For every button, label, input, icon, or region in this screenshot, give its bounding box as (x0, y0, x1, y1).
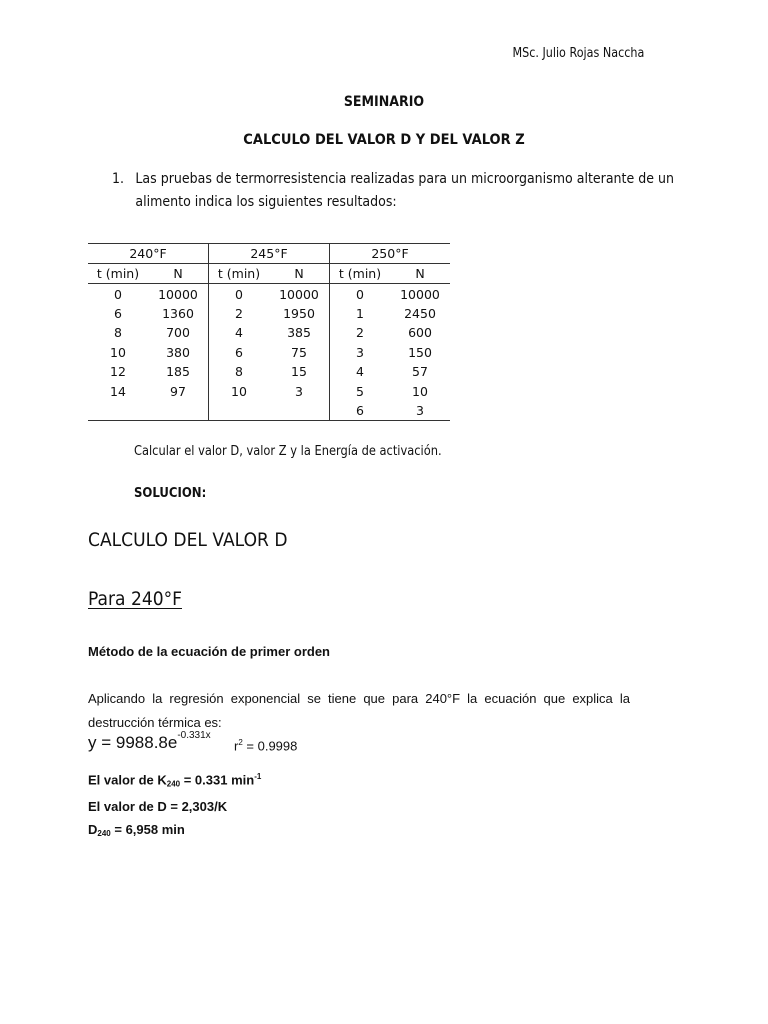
table-row (88, 401, 450, 421)
table-cell: 10 (412, 383, 428, 399)
table-cell: 57 (412, 364, 428, 380)
column-header-time: t (min) (88, 264, 148, 284)
subsection-title: Para 240°F (88, 588, 182, 610)
table-cell: 1950 (283, 305, 315, 321)
regression-paragraph: Aplicando la regresión exponencial se tiene que para 240°F la ecuación que explica la destrucción térmica es: (88, 691, 630, 730)
table-row (88, 323, 450, 342)
table-cell: 3 (295, 383, 303, 399)
column-header-n: N (148, 264, 209, 284)
d-value: = 6,958 min (110, 822, 185, 838)
table-row (88, 362, 450, 381)
k-label: El valor de K (88, 772, 167, 788)
results-block (88, 765, 261, 845)
r-squared-value: = 0.9998 (242, 738, 298, 754)
table-cell: 2 (209, 304, 270, 323)
method-title: Método de la ecuación de primer orden (88, 644, 330, 659)
table-cell: 5 (330, 381, 391, 400)
table-cell (148, 401, 209, 421)
temperature-header: 250°F (330, 244, 451, 264)
table-cell (209, 401, 270, 421)
table-row (88, 343, 450, 362)
k-unit-sup: -1 (254, 772, 262, 781)
column-header-time: t (min) (330, 264, 391, 284)
table-cell: 0 (114, 286, 122, 302)
problem-number: 1. (112, 171, 125, 187)
equation-lhs: y = 9988.8e (88, 733, 178, 752)
table-cell: 2450 (404, 305, 436, 321)
column-header-n: N (269, 264, 330, 284)
column-header-time: t (min) (209, 264, 270, 284)
table-cell: 700 (166, 325, 190, 341)
d-value-line (88, 818, 261, 845)
table-cell: 8 (114, 325, 122, 341)
r-squared-label: r (234, 738, 239, 754)
table-cell: 10000 (279, 286, 319, 302)
r-squared (234, 738, 297, 753)
table-cell: 8 (209, 362, 270, 381)
table-cell: 600 (408, 325, 432, 341)
k-value-line (88, 765, 261, 795)
table-cell: 185 (166, 364, 190, 380)
table-row (88, 381, 450, 400)
k-subscript: 240 (166, 779, 181, 789)
table-cell (269, 401, 330, 421)
table-cell: 380 (166, 344, 190, 360)
table-cell: 1 (330, 304, 391, 323)
k-value: = 0.331 min (180, 772, 255, 788)
equation-exponent: -0.331x (177, 730, 211, 741)
d-label: D (88, 822, 98, 838)
solution-label: SOLUCION: (134, 486, 207, 501)
author-name: MSc. Julio Rojas Naccha (512, 46, 644, 61)
table-cell: 6 (209, 343, 270, 362)
d-formula-line: El valor de D = 2,303/K (88, 799, 228, 815)
regression-equation (88, 730, 211, 753)
section-title: CALCULO DEL VALOR D (88, 529, 288, 551)
temperature-header: 245°F (209, 244, 330, 264)
column-header-n: N (390, 264, 450, 284)
temperature-header: 240°F (88, 244, 209, 264)
problem-text (135, 168, 675, 214)
table-row (88, 304, 450, 323)
table-cell: 10 (110, 344, 126, 360)
table-cell: 14 (110, 383, 126, 399)
table-cell (88, 401, 148, 421)
table-cell: 10000 (158, 286, 198, 302)
table-cell: 3 (390, 401, 450, 421)
table-cell: 150 (408, 344, 432, 360)
table-header-row (88, 264, 450, 284)
problem-line-1: Las pruebas de termorresistencia realizadas para un microorganismo alterante de un (135, 171, 674, 187)
thermal-resistance-table (88, 243, 450, 421)
document-subtitle: CALCULO DEL VALOR D Y DEL VALOR Z (243, 132, 525, 148)
table-cell: 0 (209, 284, 270, 304)
instruction-text: Calcular el valor D, valor Z y la Energía de activación. (134, 444, 442, 459)
table-cell: 6 (114, 305, 122, 321)
table-cell: 2 (330, 323, 391, 342)
table-cell: 6 (330, 401, 391, 421)
table-cell: 1360 (162, 305, 194, 321)
table-cell: 4 (209, 323, 270, 342)
table-cell: 97 (170, 383, 186, 399)
table-cell: 10000 (400, 286, 440, 302)
table-cell: 10 (209, 381, 270, 400)
table-cell: 3 (330, 343, 391, 362)
table-cell: 75 (291, 344, 307, 360)
document-title: SEMINARIO (343, 94, 425, 110)
d-subscript: 240 (97, 829, 111, 839)
table-cell: 4 (330, 362, 391, 381)
problem-line-2: alimento indica los siguientes resultados: (135, 194, 397, 210)
table-cell: 12 (110, 364, 126, 380)
table-cell: 0 (330, 284, 391, 304)
table-cell: 15 (291, 364, 307, 380)
table-cell: 385 (287, 325, 311, 341)
table-row (88, 284, 450, 304)
table-temperature-row (88, 244, 450, 264)
r-squared-sup: 2 (238, 738, 243, 747)
